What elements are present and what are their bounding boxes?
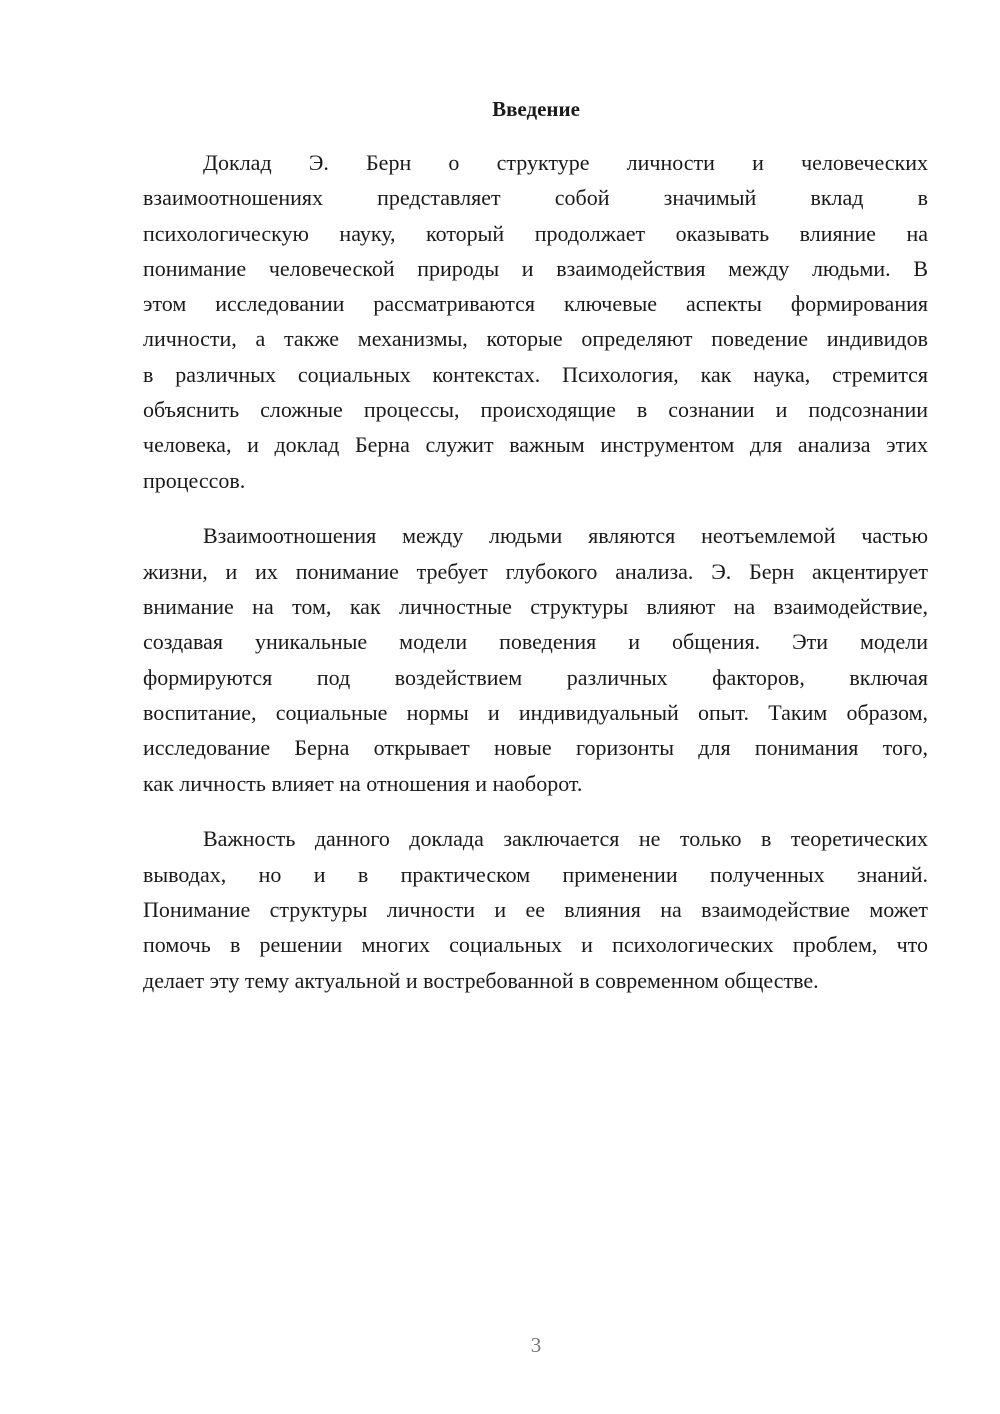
text-line: делает эту тему актуальной и востребованной в современном обществе. [143, 967, 819, 993]
page-number: 3 [530, 1333, 542, 1357]
text-line: этом исследовании рассматриваются ключевые аспекты формирования [143, 291, 928, 317]
text-line: жизни, и их понимание требует глубокого анализа. Э. Берн акцентирует [143, 558, 928, 584]
text-line: процессов. [143, 467, 246, 493]
text-line: как личность влияет на отношения и наоборот. [143, 770, 583, 796]
text-line: взаимоотношениях представляет собой значимый вклад в [143, 185, 928, 211]
text-line: формируются под воздействием различных факторов, включая [143, 664, 928, 690]
text-line: Понимание структуры личности и ее влияния на взаимодействие может [143, 896, 928, 922]
text-line: выводах, но и в практическом применении полученных знаний. [143, 861, 928, 887]
text-line: человека, и доклад Берна служит важным инструментом для анализа этих [143, 432, 928, 458]
text-line: воспитание, социальные нормы и индивидуальный опыт. Таким образом, [143, 699, 928, 725]
text-line: исследование Берна открывает новые горизонты для понимания того, [143, 735, 928, 761]
text-line: внимание на том, как личностные структуры влияют на взаимодействие, [143, 594, 928, 620]
text-line: Взаимоотношения между людьми являются неотъемлемой частью [203, 523, 928, 549]
section-title: Введение [492, 97, 580, 121]
paragraph [143, 518, 928, 800]
document-body [143, 145, 928, 1018]
paragraph [143, 821, 928, 997]
text-line: личности, а также механизмы, которые определяют поведение индивидов [143, 326, 928, 352]
text-line: объяснить сложные процессы, происходящие в сознании и подсознании [143, 397, 928, 423]
text-line: Важность данного доклада заключается не только в теоретических [203, 826, 928, 852]
text-line: создавая уникальные модели поведения и общения. Эти модели [143, 629, 928, 655]
text-line: Доклад Э. Берн о структуре личности и человеческих [203, 150, 928, 175]
text-line: в различных социальных контекстах. Психология, как наука, стремится [143, 361, 928, 387]
text-line: помочь в решении многих социальных и психологических проблем, что [143, 932, 928, 958]
text-line: психологическую науку, который продолжает оказывать влияние на [143, 220, 928, 246]
text-line: понимание человеческой природы и взаимодействия между людьми. В [143, 255, 928, 281]
paragraph [143, 145, 928, 498]
